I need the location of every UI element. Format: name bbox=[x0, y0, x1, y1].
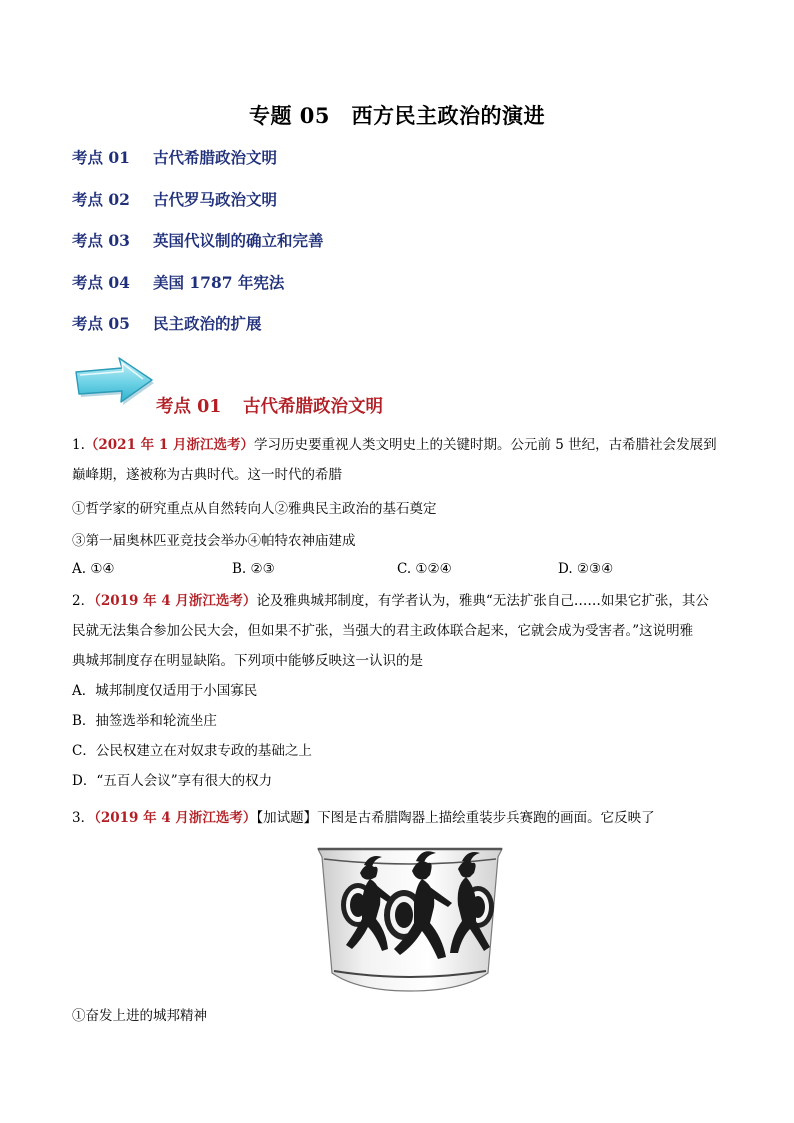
question-3-item: ①奋发上进的城邦精神 bbox=[72, 1008, 207, 1024]
question-text: 民就无法集合参加公民大会，但如果不扩张，当强大的君主政体联合起来，它就会成为受害者。”这说明雅 bbox=[72, 623, 694, 639]
option-c: C．公民权建立在对奴隶专政的基础之上 bbox=[72, 743, 312, 759]
option-a: A．城邦制度仅适用于小国寡民 bbox=[72, 683, 258, 699]
topic-label: 古代希腊政治文明 bbox=[153, 148, 278, 167]
topic-label: 英国代议制的确立和完善 bbox=[153, 231, 324, 250]
question-2-stem bbox=[72, 586, 732, 616]
topic-label: 美国 1787 年宪法 bbox=[153, 272, 285, 292]
topic-number: 考点 01 bbox=[72, 148, 130, 167]
question-1-item: ①哲学家的研究重点从自然转向人②雅典民主政治的基石奠定 bbox=[72, 501, 437, 517]
question-number: 3． bbox=[72, 810, 95, 826]
arrow-right-icon bbox=[70, 354, 160, 408]
question-3 bbox=[72, 803, 732, 833]
topic-item bbox=[72, 271, 324, 313]
section-number: 考点 01 bbox=[156, 397, 222, 417]
section-label: 古代希腊政治文明 bbox=[243, 397, 383, 417]
topic-item bbox=[72, 188, 324, 230]
question-number: 2． bbox=[72, 593, 95, 609]
option-c: C. ①②④ bbox=[397, 561, 452, 577]
topic-item bbox=[72, 312, 324, 354]
question-3-stem bbox=[72, 803, 732, 833]
topic-number: 考点 02 bbox=[72, 189, 130, 209]
question-2 bbox=[72, 586, 732, 796]
section-banner bbox=[70, 354, 470, 424]
option-b: B. ②③ bbox=[232, 561, 275, 577]
question-1-stem bbox=[72, 430, 732, 460]
greek-vase-image bbox=[312, 845, 508, 995]
topic-number: 考点 04 bbox=[72, 272, 130, 292]
topic-item bbox=[72, 146, 324, 188]
topic-item bbox=[72, 229, 324, 271]
question-1 bbox=[72, 430, 732, 490]
question-text: 典城邦制度存在明显缺陷。下列项中能够反映这一认识的是 bbox=[72, 653, 423, 669]
question-source: （2021 年 1 月浙江选考） bbox=[84, 437, 254, 453]
question-text: 巅峰期，遂被称为古典时代。这一时代的希腊 bbox=[72, 467, 342, 483]
page-title: 专题 05 西方民主政治的演进 bbox=[248, 103, 546, 128]
question-1-item: ③第一届奥林匹亚竞技会举办④帕特农神庙建成 bbox=[72, 533, 356, 549]
option-d: D．“五百人会议”享有很大的权力 bbox=[72, 773, 273, 789]
question-source: （2019 年 4 月浙江选考） bbox=[94, 593, 257, 609]
question-text: 下图是古希腊陶器上描绘重装步兵赛跑的画面。它反映了 bbox=[317, 810, 655, 826]
option-d: D. ②③④ bbox=[558, 561, 614, 577]
question-text: 论及雅典城邦制度，有学者认为，雅典“无法扩张自己……如果它扩张，其公 bbox=[256, 593, 709, 609]
question-number: 1. bbox=[72, 437, 85, 453]
question-source: （2019 年 4 月浙江选考） bbox=[94, 810, 257, 826]
question-text: 学习历史要重视人类文明史上的关键时期。公元前 5 世纪，古希腊社会发展到 bbox=[253, 437, 717, 453]
topic-label: 民主政治的扩展 bbox=[153, 314, 262, 333]
question-tag: 【加试题】 bbox=[256, 810, 318, 826]
topic-list bbox=[72, 146, 324, 354]
topic-number: 考点 05 bbox=[72, 314, 130, 333]
section-heading bbox=[156, 393, 383, 418]
option-b: B．抽签选举和轮流坐庄 bbox=[72, 713, 217, 729]
topic-number: 考点 03 bbox=[72, 231, 130, 250]
option-a: A. ①④ bbox=[72, 561, 115, 577]
topic-label: 古代罗马政治文明 bbox=[153, 189, 278, 209]
